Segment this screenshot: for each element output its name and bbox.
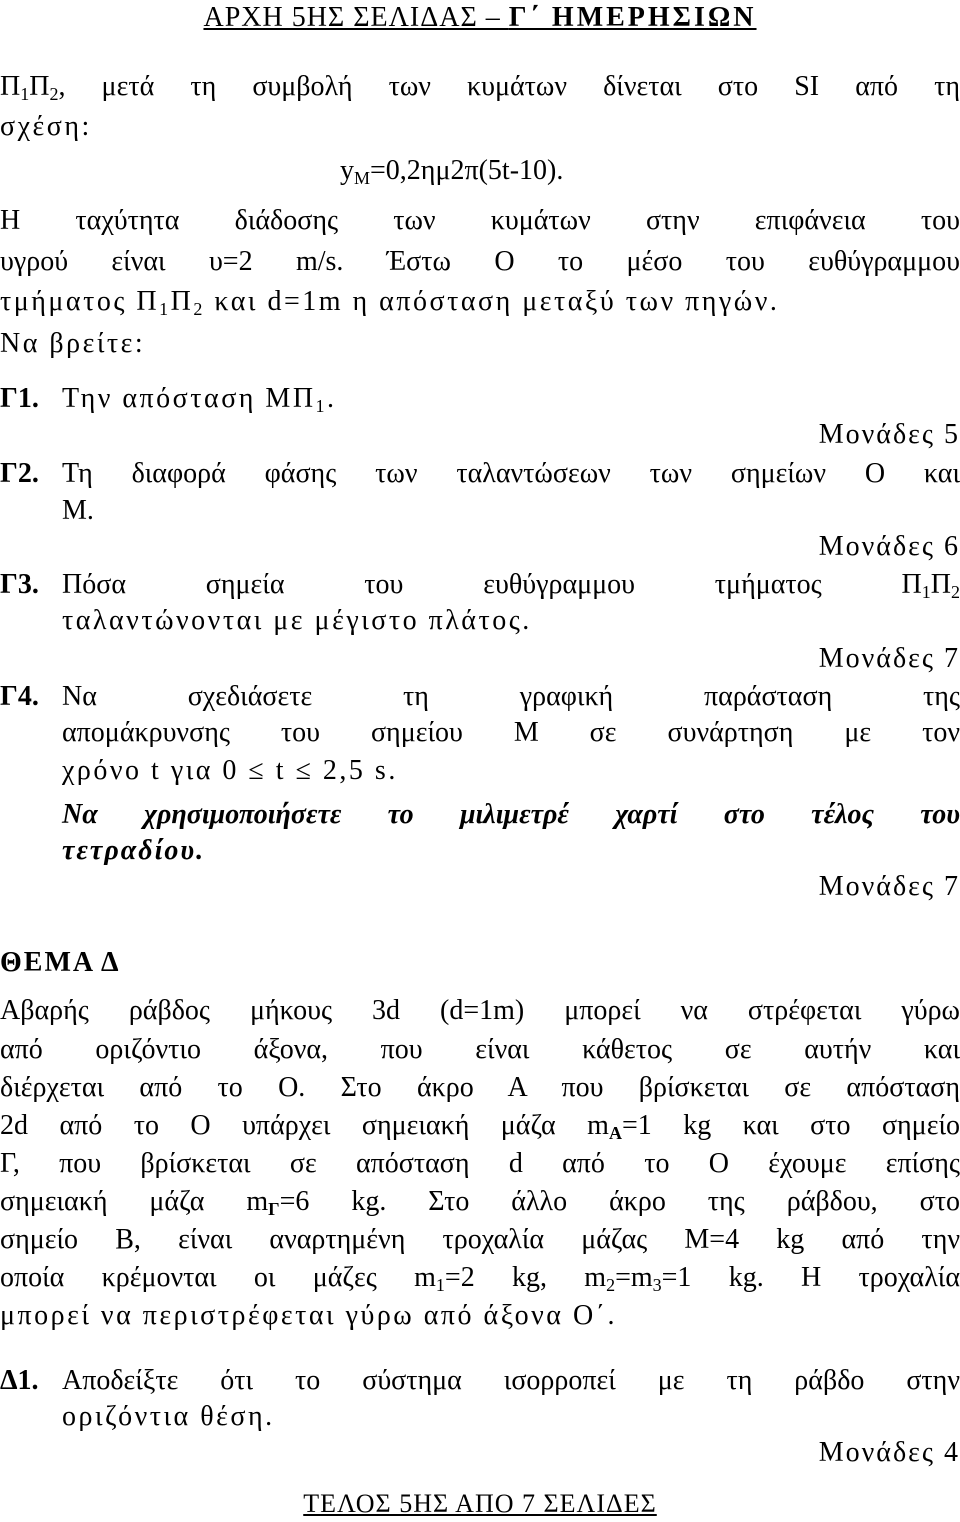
question-g4-line-3: χρόνο t για 0 ≤ t ≤ 2,5 s. <box>62 755 398 786</box>
question-g4-note-2: τετραδίου. <box>62 835 206 866</box>
intro-line-5: υγρού είναι υ=2 m/s. Έστω Ο το μέσο του ευθύγραμμου <box>0 246 960 277</box>
question-d1-label: Δ1. <box>0 1365 39 1396</box>
question-d1-line-1: Αποδείξτε ότι το σύστημα ισορροπεί με τη ράβδο στην <box>62 1365 960 1396</box>
theme-d-line-5: Γ, που βρίσκεται σε απόσταση d από το Ο έχουμε επίσης <box>0 1148 960 1179</box>
question-g1-label: Γ1. <box>0 383 39 414</box>
theme-d-line-2: από οριζόντιο άξονα, που είναι κάθετος σε αυτήν και <box>0 1034 960 1065</box>
intro-line-1: $\Pi_1\Pi_2$, μετά τη συμβολή των κυμάτων δίνεται στο SI από τη <box>0 71 960 104</box>
question-g3-line-1: Πόσα σημεία του ευθύγραμμου τμήματος $\Pi_1\Pi_2$ <box>62 569 960 602</box>
question-g2-label: Γ2. <box>0 458 39 489</box>
theme-d-line-8: οποία κρέμονται οι μάζες $m_1=2$ kg, $m_2=m_3=1$ kg. Η τροχαλία <box>0 1262 960 1295</box>
question-g4-points: Μονάδες 7 <box>818 871 960 902</box>
question-g1-points: Μονάδες 5 <box>818 419 960 450</box>
wave-equation: $y_M=0,2\eta\mu 2\pi(5t-10)$. <box>340 155 564 188</box>
theme-d-line-1: Αβαρής ράβδος μήκους 3d (d=1m) μπορεί να στρέφεται γύρω <box>0 995 960 1026</box>
intro-line-6: τμήματος $\Pi_1\Pi_2$ και d=1m η απόσταση μεταξύ των πηγών. <box>0 286 780 319</box>
question-g3-points: Μονάδες 7 <box>818 643 960 674</box>
question-g2-line-2: Μ. <box>62 495 94 526</box>
question-g2-line-1: Τη διαφορά φάσης των ταλαντώσεων των σημείων Ο και <box>62 458 960 489</box>
intro-line-2: σχέση: <box>0 111 92 142</box>
question-g4-note-1: Να χρησιμοποιήσετε το μιλιμετρέ χαρτί στο τέλος του <box>62 799 960 830</box>
theme-d-line-9: μπορεί να περιστρέφεται γύρω από άξονα Ο΄. <box>0 1300 618 1331</box>
question-g4-line-2: απομάκρυνσης του σημείου Μ σε συνάρτηση με τον <box>62 717 960 748</box>
page-footer <box>0 1488 960 1520</box>
question-g2-points: Μονάδες 6 <box>818 531 960 562</box>
intro-line-4: Η ταχύτητα διάδοσης των κυμάτων στην επιφάνεια του <box>0 205 960 236</box>
question-g4-label: Γ4. <box>0 681 39 712</box>
question-d1-points: Μονάδες 4 <box>818 1437 960 1468</box>
question-d1-line-2: οριζόντια θέση. <box>62 1401 275 1432</box>
question-g3-line-2: ταλαντώνονται με μέγιστο πλάτος. <box>62 605 532 636</box>
footer-text: ΤΕΛΟΣ 5ΗΣ ΑΠΟ 7 ΣΕΛΙΔΕΣ <box>303 1489 657 1518</box>
question-g3-label: Γ3. <box>0 569 39 600</box>
question-g4-line-1: Να σχεδιάσετε τη γραφική παράσταση της <box>62 681 960 712</box>
theme-d-line-7: σημείο Β, είναι αναρτημένη τροχαλία μάζας Μ=4 kg από την <box>0 1224 960 1255</box>
header-prefix: ΑΡΧΗ 5ΗΣ ΣΕΛΙΔΑΣ – <box>203 2 509 33</box>
page-header <box>0 0 960 40</box>
intro-line-7: Να βρείτε: <box>0 328 146 359</box>
theme-d-line-6: σημειακή μάζα mΓ=6 kg. Στο άλλο άκρο της ράβδου, στο <box>0 1186 960 1219</box>
theme-d-title: ΘΕΜΑ Δ <box>0 947 121 978</box>
question-g1-text: Την απόσταση $M\Pi_1$. <box>62 383 337 416</box>
header-title: Γ΄ ΗΜΕΡΗΣΙΩΝ <box>508 2 757 33</box>
theme-d-line-3: διέρχεται από το Ο. Στο άκρο Α που βρίσκεται σε απόσταση <box>0 1072 960 1103</box>
theme-d-line-4: 2d από το Ο υπάρχει σημειακή μάζα mΑ=1 kg και στο σημείο <box>0 1110 960 1143</box>
